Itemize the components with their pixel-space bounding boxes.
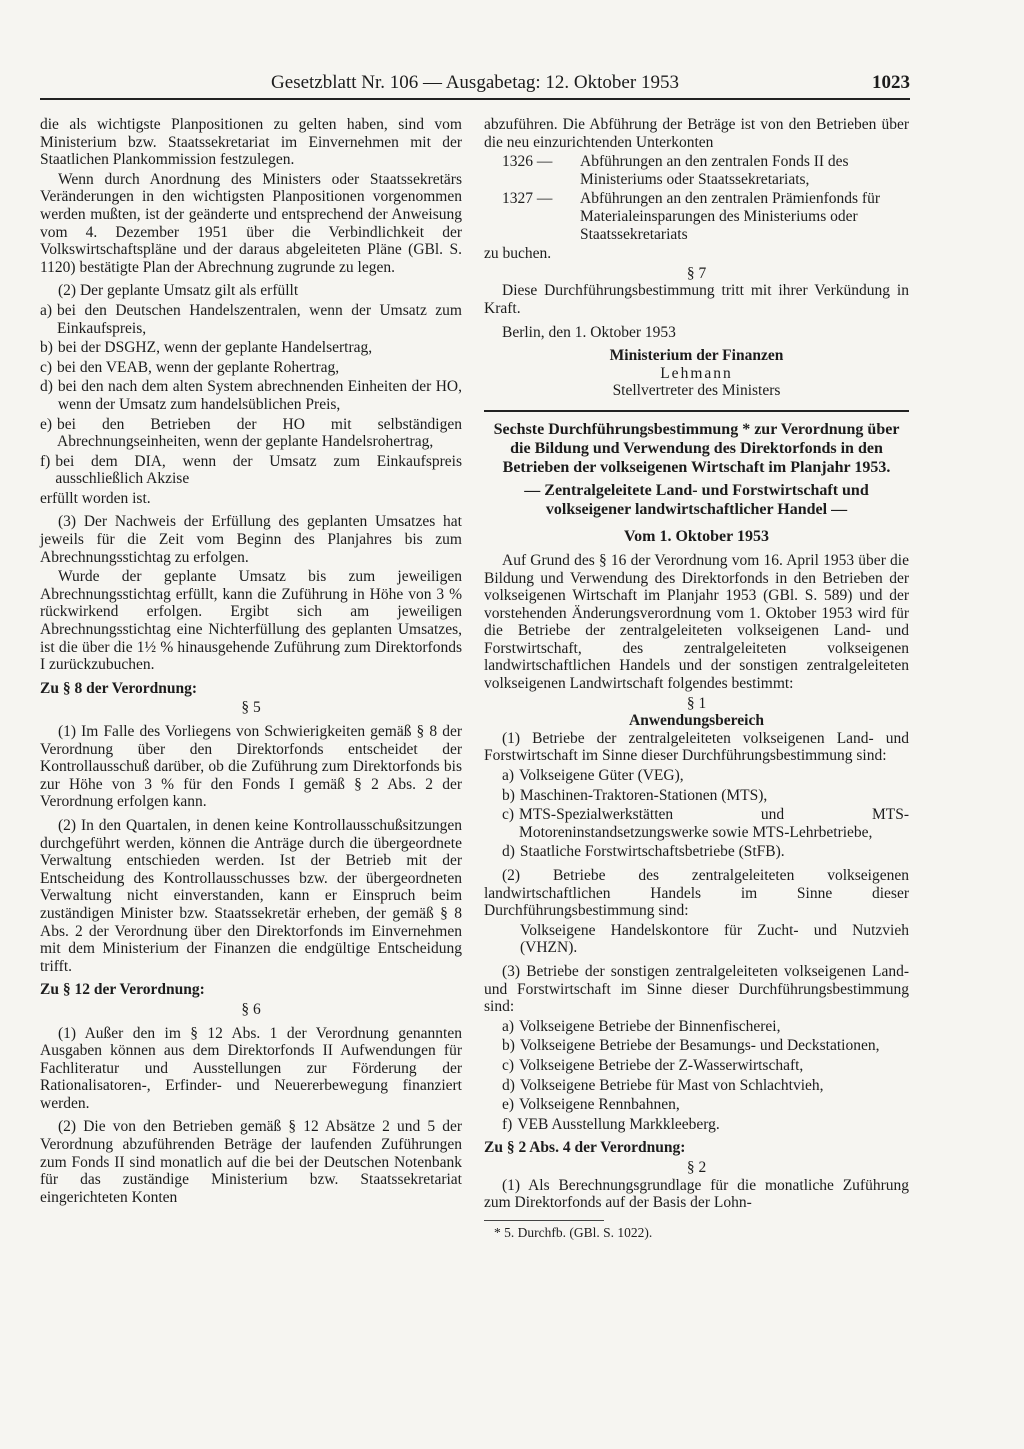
section-title: Anwendungsbereich: [629, 712, 764, 730]
item-text: Volkseigene Betriebe der Z-Wasserwirtschaft,: [519, 1056, 804, 1074]
paragraph: (2) Betriebe des zentralgeleiteten volkseigenen landwirtschaftlichen Handels im Sinne dieser Durchführungsbestimmung sind:: [484, 867, 909, 920]
page-number: 1023: [872, 72, 910, 93]
section-divider: [484, 410, 909, 412]
paragraph: (2) In den Quartalen, in denen keine Kontrollausschußsitzungen durchgeführt werden, können die Anträge durch die übergeordnete Verwaltung entschieden werden. Ist der Betrieb mit der Entscheidung des Kontrollausschusses bzw. der übergeordneten Verwaltung nicht einverstanden, kann er Einspruch beim zuständigen Minister bzw. Staatssekretär erheben, der gemäß § 8 Abs. 2 der Verordnung über den Direktorfonds im Einvernehmen mit dem Ministerium der Finanzen die endgültige Entscheidung trifft.: [40, 816, 462, 975]
item-text: Volkseigene Betriebe der Binnenfischerei,: [519, 1017, 781, 1035]
list-item: [484, 1077, 909, 1095]
list-item: [484, 1018, 909, 1036]
item-label: c): [502, 1056, 515, 1074]
section-number: § 1: [686, 694, 707, 712]
item-text: bei den VEAB, wenn der geplante Rohertrag,: [57, 358, 340, 376]
decree-title: Sechste Durchführungsbestimmung * zur Verordnung über die Bildung und Verwendung des Direktorfonds in den Betrieben der volkseigenen Wirtschaft im Planjahr 1953.: [493, 420, 900, 476]
item-text: Volkseigene Betriebe der Besamungs- und Deckstationen,: [519, 1037, 880, 1055]
paragraph: (3) Betriebe der sonstigen zentralgeleiteten volkseigenen Land- und Forstwirtschaft im Sinne dieser Durchführungsbestimmung sind:: [484, 962, 909, 1016]
item-label: c): [502, 806, 515, 824]
paragraph: (1) Als Berechnungsgrundlage für die monatliche Zuführung zum Direktorfonds auf der Basis der Lohn-: [484, 1176, 909, 1212]
section-number: § 6: [241, 1000, 261, 1018]
list-item: [40, 378, 462, 413]
item-text: bei den Deutschen Handelszentralen, wenn der Umsatz zum Einkaufspreis,: [57, 301, 462, 337]
item-label: c): [40, 358, 53, 376]
list-item: [484, 1096, 909, 1114]
signature-block: [484, 347, 909, 400]
item-label: d): [502, 843, 515, 861]
paragraph: erfüllt worden ist.: [40, 489, 151, 507]
paragraph: (3) Der Nachweis der Erfüllung des geplanten Umsatzes hat jeweils für die Zeit vom Beginn des Planjahres bis zum Abrechnungsstichtag zu erfolgen.: [40, 513, 462, 566]
item-label: a): [40, 301, 53, 319]
paragraph: (2) Der geplante Umsatz gilt als erfüllt: [58, 282, 299, 300]
item-text: bei den Betrieben der HO mit selbständigen Abrechnungseinheiten, wenn der geplante Handelsrohertrag,: [57, 415, 462, 451]
item-text: bei den nach dem alten System abrechnenden Einheiten der HO, wenn der Umsatz zum handelsüblichen Preis,: [57, 378, 462, 413]
item-label: a): [502, 767, 515, 785]
item-text: Staatliche Forstwirtschaftsbetriebe (StFB).: [519, 843, 785, 861]
paragraph: Wenn durch Anordnung des Ministers oder Staatssekretärs Veränderungen in den wichtigsten Planpositionen vorgenommen werden mußten, ist der geänderte und entsprechend der Anweisung vom 4. Dezember 1951 über die Verbindlichkeit der Volkswirtschaftspläne und der daraus abgeleiteten Pläne (GBl. S. 1120) bestätigte Plan der Abrechnung zugrunde zu legen.: [40, 170, 462, 276]
paragraph: (1) Im Falle des Vorliegens von Schwierigkeiten gemäß § 8 der Verordnung über den Direktorfonds entscheidet der Kontrollausschuß darüber, ob die Zuführung zum Direktorfonds bis zur Höhe von 3 % für den Fonds I gemäß § 2 Abs. 2 der Verordnung erfolgen kann.: [40, 723, 462, 811]
ministry-name: Ministerium der Finanzen: [609, 347, 784, 365]
paragraph: Diese Durchführungsbestimmung tritt mit ihrer Verkündung in Kraft.: [484, 282, 909, 317]
account-item: [484, 190, 909, 243]
section-number: § 2: [686, 1158, 707, 1176]
page-header: [40, 72, 910, 100]
list-item: [484, 787, 909, 805]
list-item: [40, 453, 462, 488]
list-item: [484, 1116, 909, 1134]
decree-date: Vom 1. Oktober 1953: [624, 527, 769, 545]
account-number: 1327 —: [502, 190, 553, 208]
footnote-rule: [484, 1220, 604, 1221]
paragraph: Wurde der geplante Umsatz bis zum jeweiligen Abrechnungsstichtag erfüllt, kann die Zuführung in Höhe von 3 % rückwirkend erfolgen. Ergibt sich am jeweiligen Abrechnungsstichtag eine Nichterfüllung des geplanten Umsatzes, ist die über die 1½ % hinausgehende Zuführung zum Direktorfonds I zurückzubuchen.: [40, 568, 462, 674]
paragraph: die als wichtigste Planpositionen zu gelten haben, sind vom Ministerium bzw. Staatssekretariat im Einvernehmen mit der Staatlichen Plankommission festzulegen.: [40, 116, 462, 169]
paragraph: (1) Außer den im § 12 Abs. 1 der Verordnung genannten Ausgaben können aus dem Direktorfonds II Aufwendungen für Fachliteratur und Ausstellungen zur Förderung der Rationalisatoren-, Erfinder- und Neuererbewegung finanziert werden.: [40, 1024, 462, 1112]
item-label: f): [40, 452, 51, 470]
item-label: b): [502, 1037, 515, 1055]
section-number: § 7: [686, 264, 707, 282]
list-item: [40, 339, 462, 357]
decree-subtitle: — Zentralgeleitete Land- und Forstwirtschaft und volkseigener landwirtschaftlicher Handel —: [524, 481, 869, 518]
paragraph: (1) Betriebe der zentralgeleiteten volkseigenen Land- und Forstwirtschaft im Sinne dieser Durchführungsbestimmung sind:: [484, 729, 909, 765]
account-number: 1326 —: [502, 153, 553, 171]
paragraph: zu buchen.: [484, 245, 552, 263]
list-agriculture: [484, 767, 909, 861]
list-turnover: [40, 302, 462, 488]
item-label: b): [502, 786, 515, 804]
list-other-enterprises: [484, 1018, 909, 1134]
account-text: Abführungen an den zentralen Fonds II des Ministeriums oder Staatssekretariats,: [580, 153, 849, 188]
item-text: bei dem DIA, wenn der Umsatz zum Einkaufspreis ausschließlich Akzise: [55, 452, 462, 488]
item-label: b): [40, 339, 53, 357]
item-text: Volkseigene Betriebe für Mast von Schlachtvieh,: [519, 1076, 824, 1094]
list-item: [40, 302, 462, 337]
account-item: [484, 153, 909, 188]
item-text: Volkseigene Rennbahnen,: [519, 1096, 680, 1114]
paragraph: Auf Grund des § 16 der Verordnung vom 16. April 1953 über die Bildung und Verwendung des Direktorfonds in den Betrieben der volkseigenen Wirtschaft im Planjahr 1953 (GBl. S. 589) und der vorstehenden Änderungsverordnung vom 1. Oktober 1953 wird für die Betriebe der zentralgeleiteten volkseigenen Land- und Forstwirtschaft, des zentralgeleiteten volkseigenen landwirtschaftlichen Handels und der sonstigen zentralgeleiteten volkseigenen Landwirtschaft folgendes bestimmt:: [484, 551, 909, 693]
item-text: Volkseigene Güter (VEG),: [519, 767, 684, 785]
paragraph: Volkseigene Handelskontore für Zucht- und Nutzvieh (VHZN).: [520, 921, 909, 957]
item-label: f): [502, 1115, 513, 1133]
gazette-title: Gesetzblatt Nr. 106 — Ausgabetag: 12. Oktober 1953: [271, 72, 679, 93]
right-column: [484, 116, 909, 1241]
item-text: bei der DSGHZ, wenn der geplante Handelsertrag,: [57, 339, 373, 357]
footnote: * 5. Durchfb. (GBl. S. 1022).: [494, 1224, 653, 1240]
signer-role: Stellvertreter des Ministers: [612, 382, 781, 400]
section-number: § 5: [241, 699, 261, 717]
list-item: [40, 416, 462, 451]
item-label: d): [40, 378, 53, 396]
item-label: e): [40, 415, 53, 433]
section-heading: Zu § 12 der Verordnung:: [40, 981, 205, 999]
item-text: MTS-Spezialwerkstätten und MTS-Motoreninstandsetzungswerke sowie MTS-Lehrbetriebe,: [519, 806, 909, 841]
list-item: [484, 1057, 909, 1075]
item-label: e): [502, 1096, 515, 1114]
account-text: Abführungen an den zentralen Prämienfonds für Materialeinsparungen des Ministeriums oder Staatssekretariats: [580, 190, 880, 243]
list-item: [484, 1037, 909, 1055]
item-text: Maschinen-Traktoren-Stationen (MTS),: [519, 786, 768, 804]
paragraph: abzuführen. Die Abführung der Beträge ist von den Betrieben über die neu einzurichtenden Unterkonten: [484, 116, 909, 151]
signer-name: Lehmann: [660, 364, 733, 382]
left-column: [40, 116, 462, 1208]
list-item: [40, 359, 462, 377]
paragraph: (2) Die von den Betrieben gemäß § 12 Absätze 2 und 5 der Verordnung abzuführenden Beträge der laufenden Zuführungen zum Fonds II sind monatlich auf die bei der Deutschen Notenbank für das zuständige Ministerium bzw. Staatssekretariat eingerichteten Konten: [40, 1118, 462, 1206]
place-date: Berlin, den 1. Oktober 1953: [502, 323, 676, 341]
list-item: [484, 767, 909, 785]
item-label: d): [502, 1076, 515, 1094]
section-heading: Zu § 8 der Verordnung:: [40, 679, 198, 697]
item-label: a): [502, 1017, 515, 1035]
list-item: [484, 843, 909, 861]
section-heading: Zu § 2 Abs. 4 der Verordnung:: [484, 1139, 686, 1157]
item-text: VEB Ausstellung Markkleeberg.: [517, 1115, 720, 1133]
list-item: [484, 806, 909, 841]
